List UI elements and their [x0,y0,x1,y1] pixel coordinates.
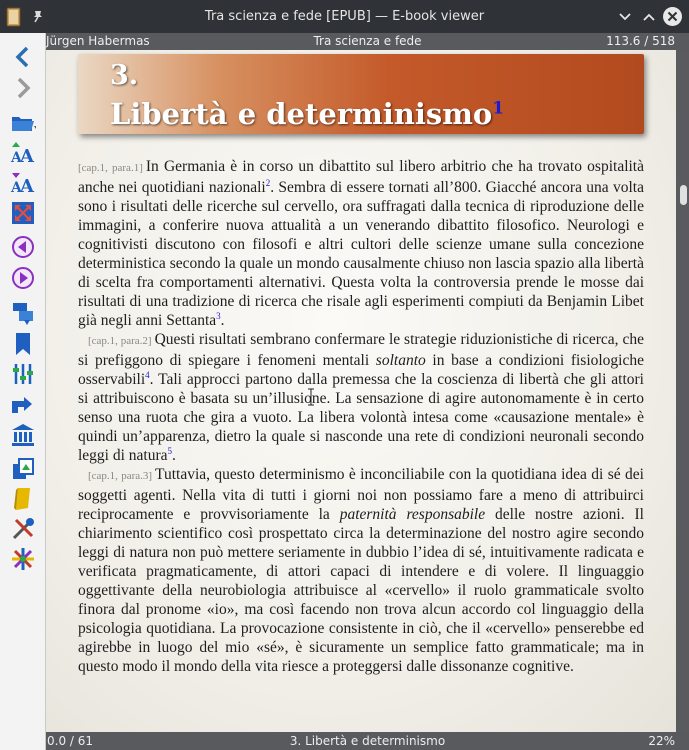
library-icon [10,422,36,448]
footnote-link[interactable]: 3 [216,310,221,321]
forward-icon [10,75,36,101]
chapter-footnote-link[interactable]: 1 [492,98,505,119]
library-button[interactable] [8,421,38,449]
decrease-font-icon [10,170,36,196]
previous-page-button[interactable] [8,233,38,261]
bookmark-icon [10,331,36,357]
text-segment: In Germania è in corso un dibattito sul libero arbitrio che ha trovato ospitalità anche nei quotidiani nazionali [78,158,644,196]
title-bar [0,0,689,33]
highlight-button[interactable] [8,485,38,513]
window-title: Tra scienza e fede [EPUB] — E-book viewer [204,9,485,24]
text-segment: in base a condizioni fisiologiche osservabili [78,352,644,388]
header-author: Jürgen Habermas [46,34,150,48]
tools-icon [10,516,36,542]
reference-mode-button[interactable] [8,390,38,418]
italic-text: soltanto [375,352,426,369]
bookmarks-button[interactable] [8,330,38,358]
copy-button[interactable] [8,455,38,483]
scrollbar-thumb[interactable] [680,185,687,205]
minimize-icon[interactable] [616,8,634,26]
chapter-banner [78,54,644,134]
previous-page-icon [10,234,36,260]
svg-text:A: A [11,180,22,196]
chapter-body [78,157,644,676]
text-segment: . Tali approcci partono dalla premessa che la coscienza di libertà che gli attori si attribuiscono è basata su un’illusione. La sensazione di agire autonomamente è in certo senso una ruota che gira a vuoto. La libera volontà intesa come «causazione mentale» è quindi un’apparenza, dietro la quale si nasconde una rete di condizioni neuronali secondo leggi di natura [78,371,644,464]
svg-text:A: A [11,150,22,166]
preferences-button[interactable] [8,360,38,388]
close-icon[interactable] [663,7,682,26]
header-book-title: Tra scienza e fede [313,34,422,48]
reference-mode-icon [10,391,36,417]
ebook-page[interactable] [46,50,676,732]
increase-font-icon [10,140,36,166]
chapter-title [110,97,504,131]
footnote-link[interactable]: 4 [145,369,150,380]
footnote-link[interactable]: 5 [167,445,173,456]
tools-button[interactable] [8,515,38,543]
plugins-button[interactable] [8,545,38,573]
copy-icon [10,456,36,482]
font-size-larger-button[interactable] [8,139,38,167]
vertical-scrollbar[interactable] [676,50,689,732]
text-cursor-icon [307,388,315,406]
highlight-icon [10,486,36,512]
forward-button[interactable] [8,74,38,102]
chapter-number: 3. [110,60,139,91]
footer-chapter: 3. Libertà e determinismo [289,734,446,748]
text-segment: . [172,447,176,464]
open-book-icon [10,109,36,135]
fullscreen-button[interactable] [8,199,38,227]
plugins-icon [10,546,36,572]
footnote-link[interactable]: 2 [265,177,271,188]
paragraph-ref: [cap.1, para.1] [78,162,143,174]
svg-text:A: A [20,146,34,166]
back-icon [10,44,36,70]
next-page-icon [10,265,36,291]
italic-text: paternità responsabile [339,506,486,523]
text-segment: . [220,312,225,329]
svg-text:A: A [20,176,34,196]
paragraph [78,157,644,330]
goto-location-icon [10,300,36,326]
preferences-icon [10,361,36,387]
paragraph-ref: [cap.1, para.3] [88,470,153,482]
footer-percent: 22% [648,734,675,748]
text-segment: Questi risultati sembrano confermare le strategie riduzionistiche di ricerca, che si prefiggono di spiegare i fenomeni mentali [78,331,644,369]
font-size-smaller-button[interactable] [8,169,38,197]
text-segment: delle nostre azioni. Il chiarimento scientifico così prospettato circa la determinazione del nostro agire secondo leggi di natura non può mettere seriamente in dubbio l’idea di sé, intuitivamente radicata e verificata pragmaticamente, di attori capaci di intendere e di volere. Il linguaggio oggettivante della neurobiologia attribuisce al «cervello» il ruolo grammaticale svolto finora dal pronome «io», ma così facendo non trova alcun accordo col linguaggio della psicologia quotidiana. La provocazione consistente in ciò, che il «cervello» penserebbe ed agirebbe in luogo del mio «sé», è sicuramente un semplice fatto grammaticale; ma in questo modo il mondo della vita riesce a proteggersi dalle dissonanze cognitive. [78,506,644,675]
text-segment: Tuttavia, questo determinismo è inconciliabile con la quotidiana idea di sé dei soggetti agenti. Nella vita di tutti i giorni noi non possiamo fare a meno di attribuirci reciprocamente e provvisoriamente la [78,466,644,523]
footer-page-progress: 0.0 / 61 [47,734,94,748]
open-ebook-button[interactable] [8,108,38,136]
goto-location-button[interactable] [8,299,38,327]
text-segment: . Sembra di essere tornati all’800. Giacché ancora una volta sono i risultati delle ricerche sul cervello, ora suffragati dalla tecnica di riproduzione delle immagini, a conferire nuova attualità a un venerando dibattito filosofico. Neurologi e cognitivisti discutono con filosofi e altri cultori delle scienze umane sulla concezione deterministica secondo la quale un mondo causalmente chiuso non lascia spazio alla libertà di scelta fra comportamenti alternativi. Questa volta la controversia prende le mosse dai risultati di una tradizione di ricerca che risale agli esperimenti compiuti da Benjamin Libet già negli anni Settanta [78,179,644,329]
next-page-button[interactable] [8,264,38,292]
paragraph-ref: [cap.1, para.2] [88,335,152,347]
reader-header [46,33,689,50]
maximize-icon[interactable] [640,8,658,26]
back-button[interactable] [8,43,38,71]
paragraph [78,330,644,465]
header-position: 113.6 / 518 [606,34,675,48]
side-toolbar [0,33,46,750]
chapter-title-text: Libertà e determinismo [110,97,493,131]
reader-area [46,33,689,750]
reader-footer [46,732,689,750]
fullscreen-icon [10,200,36,226]
paragraph [78,465,644,676]
